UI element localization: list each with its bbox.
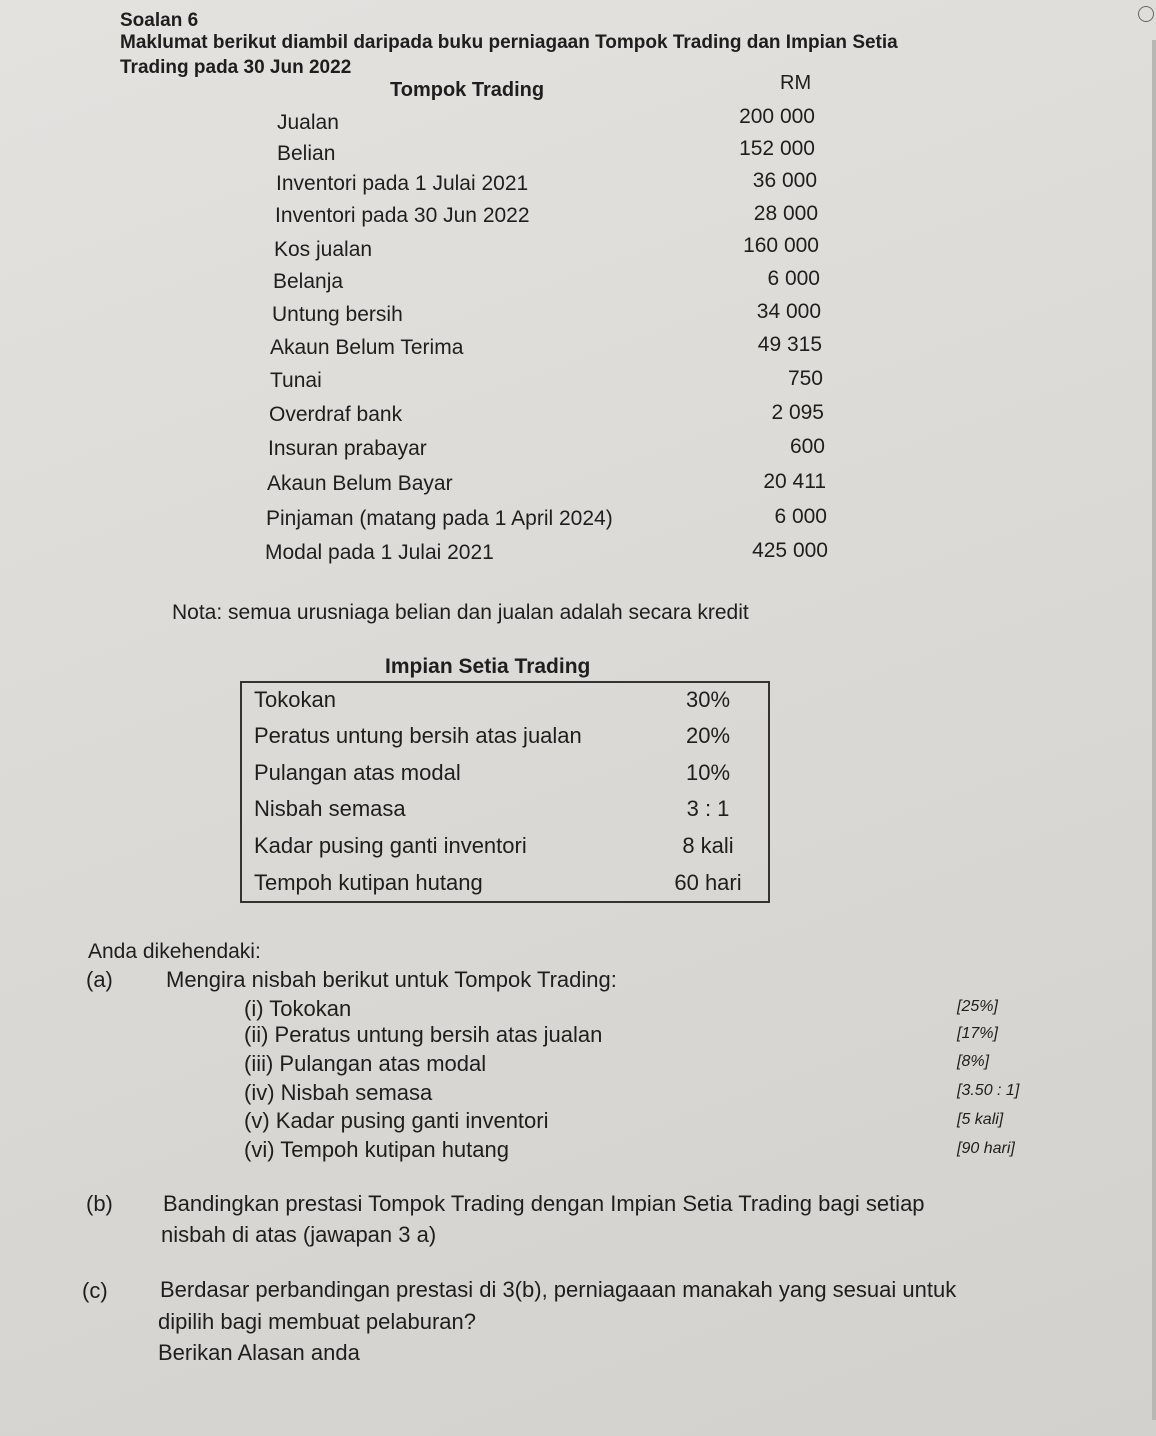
task-a-answer: [17%] [957,1025,998,1042]
question-number: Soalan 6 [120,10,199,31]
task-c-line-3: Berikan Alasan anda [158,1340,360,1365]
tompok-item-value: 49 315 [757,333,822,356]
tompok-title: Tompok Trading [390,79,545,101]
tompok-item-label: Modal pada 1 Julai 2021 [265,541,494,564]
impian-row-label: Tempoh kutipan hutang [254,870,483,895]
tompok-item-value: 34 000 [756,300,821,323]
tompok-item-value: 425 000 [752,539,828,562]
task-c-line-1: Berdasar perbandingan prestasi di 3(b), perniagaaan manakah yang sesuai untuk [160,1277,957,1302]
tompok-item-label: Jualan [277,111,339,134]
tasks-heading: Anda dikehendaki: [88,940,261,963]
impian-row-label: Kadar pusing ganti inventori [254,833,527,858]
task-c-label: (c) [82,1278,108,1303]
task-a-item: (iv) Nisbah semasa [244,1080,433,1105]
tompok-item-value: 36 000 [752,169,817,192]
currency-header: RM [780,72,812,94]
task-a-answer: [5 kali] [957,1111,1004,1128]
impian-row [254,870,748,906]
impian-row-value: 10% [685,760,731,785]
task-a-item: (vi) Tempoh kutipan hutang [244,1137,509,1162]
task-a-label: (a) [86,967,113,992]
impian-row [254,723,748,759]
impian-row [254,796,748,832]
impian-row-label: Pulangan atas modal [254,760,461,785]
impian-row-label: Nisbah semasa [254,796,406,821]
impian-row-value: 60 hari [674,870,742,895]
tompok-item-label: Akaun Belum Bayar [267,472,453,495]
tompok-item-value: 2 095 [771,401,824,424]
task-b-line-2: nisbah di atas (jawapan 3 a) [161,1222,437,1247]
tompok-item-label: Overdraf bank [269,403,403,426]
task-a-answer: [25%] [957,998,998,1015]
tompok-item-value: 20 411 [763,470,826,493]
impian-row-value: 20% [685,723,731,748]
impian-row-value: 8 kali [682,833,734,858]
task-b-line-1: Bandingkan prestasi Tompok Trading dengan Impian Setia Trading bagi setiap [163,1191,925,1216]
intro-line-2: Trading pada 30 Jun 2022 [120,57,352,78]
impian-row [254,687,748,723]
impian-row-label: Peratus untung bersih atas jualan [254,723,582,748]
tompok-item-label: Untung bersih [272,303,403,326]
tompok-item-value: 200 000 [739,105,815,128]
tompok-item-value: 6 000 [774,505,827,528]
tompok-item-label: Belanja [273,270,344,293]
page-edge-shadow [1152,40,1156,1420]
task-a-answer: [90 hari] [957,1140,1015,1157]
tompok-item-label: Kos jualan [274,238,373,261]
tompok-item-value: 28 000 [753,202,818,225]
task-a-item: (i) Tokokan [244,996,352,1021]
tompok-item-label: Insuran prabayar [268,437,427,460]
tompok-item-value: 750 [787,367,823,390]
tompok-item-label: Inventori pada 30 Jun 2022 [275,204,530,227]
task-b-label: (b) [86,1191,113,1216]
task-c-line-2: dipilih bagi membuat pelaburan? [158,1309,476,1334]
impian-row [254,760,748,796]
tompok-item-label: Pinjaman (matang pada 1 April 2024) [266,507,613,530]
tompok-note: Nota: semua urusniaga belian dan jualan adalah secara kredit [172,601,749,624]
tompok-item-label: Tunai [270,369,322,392]
impian-row-value: 3 : 1 [686,796,730,821]
tompok-item-value: 160 000 [743,234,819,257]
tompok-item-value: 6 000 [767,267,820,290]
corner-mark [1138,6,1154,22]
task-a-answer: [8%] [957,1053,990,1070]
impian-row [254,833,748,869]
tompok-item-label: Belian [277,142,336,165]
impian-title: Impian Setia Trading [385,655,591,678]
task-a-item: (v) Kadar pusing ganti inventori [244,1108,549,1133]
task-a-text: Mengira nisbah berikut untuk Tompok Trading: [166,967,617,992]
intro-line-1: Maklumat berikut diambil daripada buku perniagaan Tompok Trading dan Impian Setia [120,32,898,53]
task-a-answer: [3.50 : 1] [957,1082,1020,1099]
task-a-item: (iii) Pulangan atas modal [244,1051,487,1076]
task-a-item: (ii) Peratus untung bersih atas jualan [244,1022,603,1047]
tompok-item-label: Akaun Belum Terima [270,336,464,359]
tompok-item-label: Inventori pada 1 Julai 2021 [276,172,529,195]
impian-table [240,681,770,903]
tompok-item-value: 152 000 [739,137,815,160]
tompok-item-value: 600 [789,435,825,458]
impian-row-value: 30% [685,687,731,712]
impian-row-label: Tokokan [254,687,336,712]
